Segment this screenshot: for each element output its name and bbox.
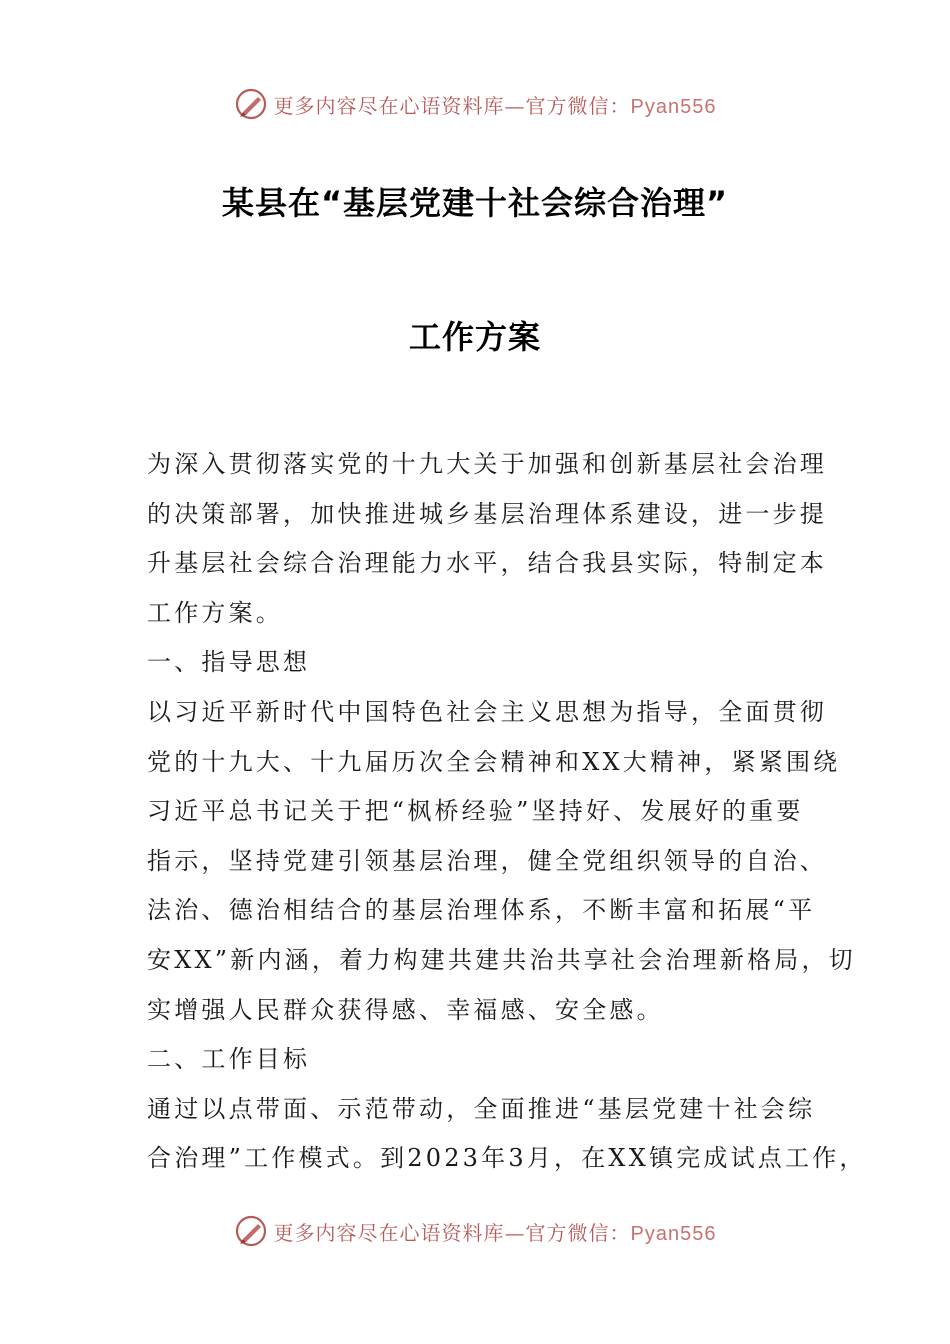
body-line: 通过以点带面、示范带动，全面推进“基层党建十社会综 [147,1094,816,1123]
body-line: 党的十九大、十九届历次全会精神和XX大精神，紧紧围绕 [147,747,841,776]
body-line: 工作方案。 [147,598,283,627]
document-body [147,440,867,1184]
body-line: 升基层社会综合治理能力水平，结合我县实际，特制定本 [147,549,827,578]
body-line: 指示，坚持党建引领基层治理，健全党组织领导的自治、 [147,846,827,875]
pen-logo-icon [234,87,268,121]
body-line: 以习近平新时代中国特色社会主义思想为指导，全面贯彻 [147,697,827,726]
watermark-label: 更多内容尽在心语资料库—官方微信： [273,93,631,118]
watermark-account: Pyan556 [630,1222,717,1245]
watermark-text [274,90,717,119]
watermark-bottom [0,1211,950,1251]
watermark-label: 更多内容尽在心语资料库—官方微信： [273,1220,631,1245]
body-line: 法治、德治相结合的基层治理体系，不断丰富和拓展“平 [147,896,816,925]
body-line: 为深入贯彻落实党的十九大关于加强和创新基层社会治理 [147,450,827,478]
section-heading: 二、工作目标 [147,1045,311,1074]
watermark-account: Pyan556 [630,95,717,118]
watermark-top [0,84,950,124]
body-line: 安XX”新内涵，着力构建共建共治共享社会治理新格局，切 [147,945,856,974]
watermark-text [274,1217,717,1246]
body-line: 实增强人民群众获得感、幸福感、安全感。 [147,995,664,1024]
document-title: 某县在“基层党建十社会综合治理” [221,184,729,222]
body-line: 合治理”工作模式。到2023年3月，在XX镇完成试点工作， [147,1144,867,1173]
body-line: 的决策部署，加快推进城乡基层治理体系建设，进一步提 [147,499,827,528]
document-subtitle: 工作方案 [408,318,541,356]
body-line: 习近平总书记关于把“枫桥经验”坚持好、发展好的重要 [147,797,804,826]
pen-logo-icon [234,1214,268,1248]
section-heading: 一、指导思想 [147,648,311,677]
